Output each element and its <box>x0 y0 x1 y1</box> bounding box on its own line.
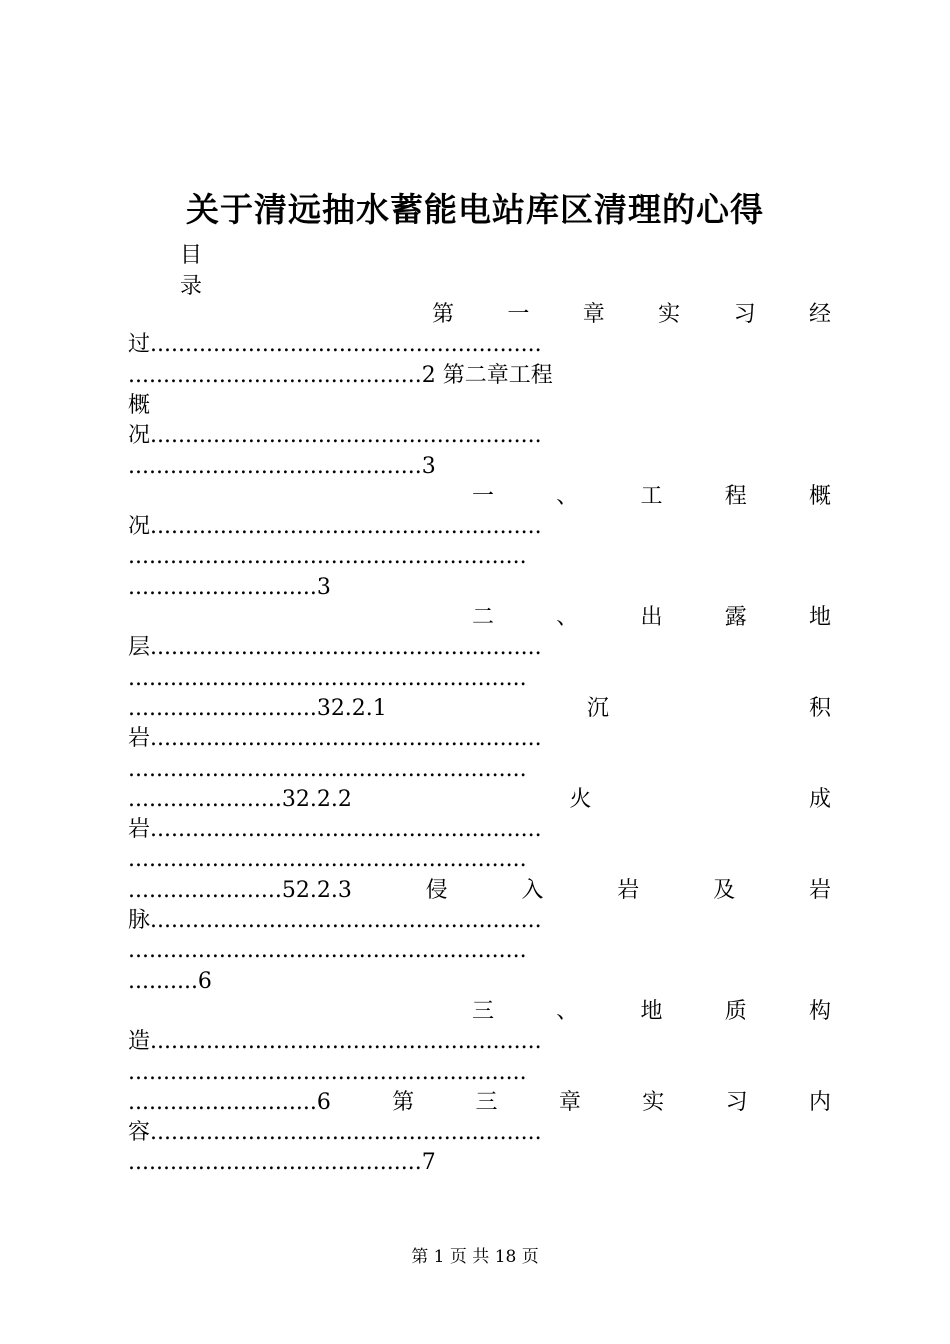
toc-line: ......................................................... <box>128 847 527 873</box>
toc-line: 容........................................................ <box>128 1120 542 1146</box>
toc-line: 概 <box>128 392 151 418</box>
toc-line: ......................................................... <box>128 1059 527 1085</box>
page-footer: 第 1 页 共 18 页 <box>411 1247 539 1267</box>
toc-line: 三 、 地 质 构 <box>472 998 831 1024</box>
toc-line: 岩........................................................ <box>128 726 542 752</box>
toc-line: 第 一 章 实 习 经 <box>432 302 831 327</box>
toc-line: 脉........................................................ <box>128 908 542 933</box>
toc-line: 一 、 工 程 概 <box>472 483 831 509</box>
toc-line: 二 、 出 露 地 <box>472 605 831 630</box>
toc-line: ......................................................... <box>128 544 527 570</box>
toc-line: ...........................6 第 三 章 实 习 内 <box>128 1089 831 1115</box>
toc-line: 岩........................................................ <box>128 817 542 843</box>
toc-line: 造........................................................ <box>128 1029 542 1055</box>
toc-line: 层........................................................ <box>128 635 542 661</box>
toc-line: ......................................................... <box>128 756 527 782</box>
toc-line: 况........................................................ <box>128 423 542 449</box>
toc-line: ..........6 <box>128 968 212 994</box>
toc-line: ......................52.2.3 侵 入 岩 及 岩 <box>128 877 831 903</box>
toc-line: ..........................................2 第二章工程 <box>128 362 553 388</box>
toc-line: ......................................................... <box>128 665 527 691</box>
document-title: 关于清远抽水蓄能电站库区清理的心得 <box>186 190 764 229</box>
toc-heading-char-2: 录 <box>180 274 203 299</box>
toc-line: ......................32.2.2 火 成 <box>128 786 831 812</box>
toc-line: ..........................................7 <box>128 1150 436 1176</box>
toc-heading-char-1: 目 <box>180 243 203 268</box>
toc-line: ..........................................3 <box>128 453 436 479</box>
toc-line: ...........................3 <box>128 574 331 600</box>
toc-line: ......................................................... <box>128 938 527 964</box>
toc-line: ...........................32.2.1 沉 积 <box>128 695 831 721</box>
toc-line: 况........................................................ <box>128 514 542 540</box>
toc-line: 过........................................................ <box>128 332 542 358</box>
